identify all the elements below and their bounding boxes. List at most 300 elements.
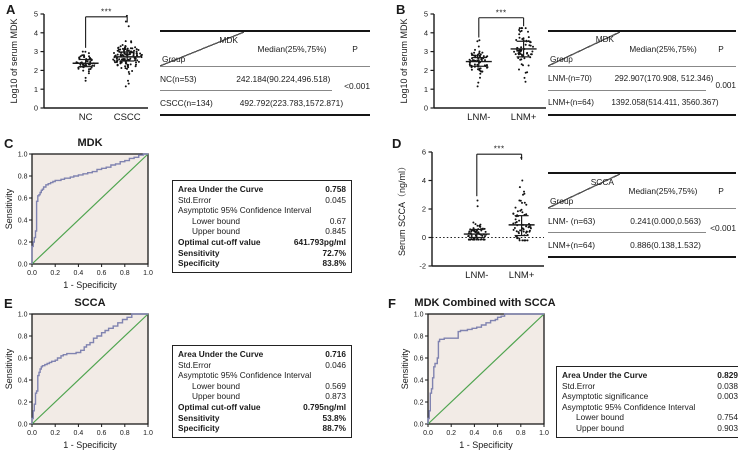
stats-value: 53.8% (322, 412, 346, 423)
stats-label: Asymptotic significance (562, 391, 649, 402)
table-row (548, 233, 736, 256)
data-point (128, 73, 130, 75)
group-label: CSCC (113, 112, 141, 123)
median-table-mdk-lnm (548, 30, 736, 116)
data-point (477, 85, 479, 87)
data-point (121, 62, 123, 64)
panel-label-a: A (6, 2, 16, 17)
data-point (518, 200, 520, 202)
corner-top-label: SCCA (590, 177, 614, 187)
stats-label: Asymptotic 95% Confidence Interval (562, 401, 696, 412)
y-tick-label: 0 (423, 103, 428, 113)
table-row (548, 209, 736, 232)
data-point (479, 226, 481, 228)
data-point (527, 31, 529, 33)
p-value: <0.001 (710, 223, 736, 233)
column-header-median: Median(25%,75%) (629, 44, 697, 54)
data-point (471, 69, 473, 71)
data-point (528, 44, 530, 46)
data-point (524, 202, 526, 204)
column-header-p: P (352, 44, 358, 54)
x-tick-label: 0.0 (27, 270, 37, 277)
dotplot-mdk-nc-cscc (6, 4, 158, 130)
data-point (484, 235, 486, 237)
data-point (520, 46, 522, 48)
data-point (88, 52, 90, 54)
data-point (128, 50, 130, 52)
group-label: LNM- (467, 112, 491, 123)
group-label: NC (78, 112, 93, 123)
column-header-p: P (718, 44, 724, 54)
y-tick-label: 5 (423, 9, 428, 19)
y-tick-label: 2 (423, 66, 428, 75)
data-point (124, 65, 126, 67)
x-tick-label: 0.6 (96, 270, 107, 277)
data-point (83, 55, 85, 57)
data-point (141, 56, 143, 58)
data-point (136, 52, 138, 54)
roc-stats-combined (556, 366, 738, 438)
x-tick-label: 0.6 (96, 430, 107, 437)
roc-curve-scca (2, 306, 154, 458)
stats-value: 0.003 (717, 391, 738, 402)
corner-bottom-label: Group (162, 54, 186, 64)
data-point (523, 231, 525, 233)
data-point (522, 194, 524, 196)
x-tick-label: 0.2 (50, 270, 61, 277)
data-point (120, 45, 122, 47)
data-point (529, 230, 531, 232)
y-axis-label: Log10 of serum MDK (9, 18, 19, 104)
data-point (478, 52, 480, 54)
stats-label: Upper bound (192, 226, 240, 237)
data-point (85, 80, 87, 82)
stats-label: Std.Error (178, 194, 212, 205)
table-row (160, 91, 370, 114)
data-point (128, 71, 130, 73)
data-point (480, 67, 482, 69)
data-point (82, 70, 84, 72)
panel-label-d: D (392, 136, 402, 151)
stats-row (178, 349, 346, 360)
data-point (136, 48, 138, 50)
data-point (476, 239, 478, 241)
median-cell: 292.907(170.908, 512.346) (614, 74, 714, 83)
data-point (521, 63, 523, 65)
x-tick-label: 0.8 (119, 430, 130, 437)
data-point (515, 207, 517, 209)
stats-row (562, 381, 738, 392)
data-point (525, 27, 527, 29)
data-point (521, 180, 523, 182)
dotplot-mdk-lnm (396, 4, 556, 130)
data-point (519, 37, 521, 39)
x-tick-label: 0.0 (423, 430, 433, 437)
stats-value: 641.793pg/ml (293, 237, 346, 248)
data-point (521, 38, 523, 40)
data-point (93, 65, 95, 67)
data-point (474, 64, 476, 66)
y-tick-label: 2 (33, 66, 38, 75)
stats-label: Optimal cut-off value (178, 237, 261, 248)
data-point (479, 73, 481, 75)
median-cell: 242.184(90.224,496.518) (236, 73, 331, 84)
stats-value: 0.873 (325, 391, 346, 402)
median-table-nc-cscc (160, 30, 370, 116)
data-point (88, 70, 90, 72)
y-tick-label: 0.2 (17, 239, 28, 247)
stats-value: 0.038 (717, 380, 738, 391)
stats-label: Area Under the Curve (178, 349, 264, 359)
stats-label: Area Under the Curve (178, 184, 264, 194)
data-point (528, 65, 530, 67)
significance-stars: *** (100, 7, 112, 17)
y-tick-label: 1 (33, 84, 38, 94)
stats-row (178, 381, 346, 392)
x-tick-label: 0.4 (73, 270, 84, 277)
data-point (486, 67, 488, 69)
data-point (479, 77, 481, 79)
data-point (515, 53, 517, 55)
data-point (513, 51, 515, 53)
data-point (130, 47, 132, 49)
data-point (473, 227, 475, 229)
y-tick-label: 1.0 (17, 151, 28, 159)
p-value: <0.001 (344, 81, 370, 91)
data-point (120, 67, 122, 69)
stats-row (178, 195, 346, 206)
diagonal-corner-cell (548, 32, 620, 66)
x-tick-label: 0.4 (469, 430, 480, 437)
y-tick-label: 0.8 (17, 333, 28, 341)
corner-top-label: MDK (219, 35, 238, 45)
data-point (126, 68, 128, 70)
data-point (523, 228, 525, 230)
stats-value: 0.795ng/ml (303, 402, 346, 413)
stats-label: Lower bound (576, 412, 624, 423)
panel-label-c: C (4, 136, 14, 151)
stats-value (336, 205, 346, 216)
stats-label: Specificity (178, 423, 220, 434)
data-point (531, 51, 533, 53)
data-point (128, 83, 130, 85)
table-row (548, 67, 736, 90)
data-point (479, 224, 481, 226)
significance-stars: *** (495, 8, 507, 18)
median-cell: 492.792(223.783,1572.871) (239, 97, 344, 108)
data-point (514, 227, 516, 229)
data-point (521, 211, 523, 213)
y-tick-label: 3 (33, 47, 38, 57)
data-point (130, 41, 132, 43)
column-header-median: Median(25%,75%) (257, 44, 327, 54)
y-axis-label: Serum SCCA（ng/ml） (397, 161, 407, 257)
data-point (521, 27, 523, 29)
dotplot-scca-lnm (394, 142, 554, 288)
corner-bottom-label: Group (550, 196, 574, 206)
data-point (477, 205, 479, 207)
stats-label: Optimal cut-off value (178, 402, 261, 413)
x-tick-label: 0.6 (492, 430, 503, 437)
roc-title-scca: SCCA (74, 297, 106, 309)
data-point (518, 33, 520, 35)
data-point (476, 64, 478, 66)
x-tick-label: 0.8 (119, 270, 130, 277)
y-axis-label: Sensitivity (400, 348, 410, 390)
median-table-scca-lnm (548, 172, 736, 258)
group-label: LNM- (465, 270, 489, 281)
x-axis-label: 1 - Specificity (63, 440, 117, 450)
corner-bottom-label: Group (550, 55, 573, 64)
median-cell: 1392.058(514.411, 3560.367) (611, 98, 719, 107)
data-point (477, 68, 479, 70)
data-point (527, 54, 529, 56)
data-point (481, 235, 483, 237)
data-point (481, 52, 483, 54)
stats-label: Area Under the Curve (562, 370, 648, 380)
data-point (87, 60, 89, 62)
data-point (480, 239, 482, 241)
data-point (484, 59, 486, 61)
data-point (517, 210, 519, 212)
data-point (85, 77, 87, 79)
y-tick-label: 4 (421, 176, 426, 186)
data-point (521, 30, 523, 32)
data-point (136, 59, 138, 61)
data-point (126, 49, 128, 51)
data-point (519, 239, 521, 241)
y-tick-label: 0 (421, 233, 426, 243)
data-point (113, 52, 115, 54)
data-point (122, 44, 124, 46)
data-point (123, 48, 125, 50)
x-tick-label: 1.0 (539, 430, 549, 437)
data-point (525, 204, 527, 206)
y-tick-label: 0 (33, 103, 38, 113)
y-tick-label: 0.2 (413, 399, 424, 407)
data-point (519, 186, 521, 188)
roc-title-mdk: MDK (77, 137, 103, 149)
table-header (548, 174, 736, 209)
y-tick-label: 4 (423, 28, 428, 38)
data-point (127, 48, 129, 50)
y-tick-label: 0.4 (413, 377, 424, 385)
stats-value: 0.903 (717, 423, 738, 434)
data-point (525, 213, 527, 215)
x-tick-label: 0.4 (73, 430, 84, 437)
data-point (516, 237, 518, 239)
y-axis-label: Sensitivity (4, 348, 14, 390)
data-point (524, 77, 526, 79)
stats-value: 0.569 (325, 380, 346, 391)
data-point (480, 70, 482, 72)
data-point (528, 226, 530, 228)
stats-row (178, 370, 346, 381)
data-point (471, 53, 473, 55)
data-point (518, 29, 520, 31)
data-point (118, 58, 120, 60)
data-point (520, 49, 522, 51)
panel-label-f: F (388, 296, 396, 311)
stats-row (562, 370, 738, 381)
data-point (469, 59, 471, 61)
y-tick-label: 0.0 (17, 421, 28, 429)
y-tick-label: 0.4 (17, 217, 28, 225)
x-axis-label: 1 - Specificity (63, 280, 117, 290)
group-cell: CSCC(n=134) (160, 97, 213, 108)
data-point (523, 57, 525, 59)
data-point (521, 209, 523, 211)
data-point (118, 51, 120, 53)
data-point (84, 51, 86, 53)
data-point (138, 61, 140, 63)
stats-row (178, 402, 346, 413)
stats-row (178, 258, 346, 269)
column-header-median: Median(25%,75%) (628, 186, 698, 196)
data-point (478, 46, 480, 48)
data-point (521, 239, 523, 241)
group-cell: LNM-(n=70) (548, 74, 592, 83)
data-point (530, 227, 532, 229)
data-point (485, 231, 487, 233)
stats-value: 0.046 (325, 359, 346, 370)
stats-row (562, 412, 738, 423)
stats-row (178, 391, 346, 402)
data-point (525, 44, 527, 46)
stats-value: 0.045 (325, 194, 346, 205)
data-point (112, 59, 114, 61)
y-tick-label: 0.6 (17, 195, 28, 203)
data-point (118, 47, 120, 49)
median-cell: 0.886(0.138,1.532) (630, 239, 701, 250)
x-tick-label: 1.0 (143, 270, 153, 277)
y-tick-label: 1.0 (413, 311, 424, 319)
data-point (518, 220, 520, 222)
roc-stats-mdk (172, 180, 352, 273)
stats-row (178, 413, 346, 424)
data-point (469, 239, 471, 241)
data-point (473, 54, 475, 56)
x-axis-label: 1 - Specificity (459, 440, 513, 450)
data-point (474, 239, 476, 241)
data-point (477, 82, 479, 84)
stats-row (178, 360, 346, 371)
stats-label: Sensitivity (178, 247, 220, 258)
data-point (478, 39, 480, 41)
data-point (523, 191, 525, 193)
data-point (512, 213, 514, 215)
data-point (472, 222, 474, 224)
data-point (117, 54, 119, 56)
y-tick-label: 0.0 (17, 261, 28, 269)
group-cell: LNM+(n=64) (548, 239, 596, 250)
data-point (114, 61, 116, 63)
data-point (478, 239, 480, 241)
stats-label: Std.Error (178, 359, 212, 370)
data-point (484, 228, 486, 230)
y-tick-label: 6 (421, 147, 426, 157)
stats-label: Upper bound (576, 423, 624, 434)
column-header-p: P (718, 186, 724, 196)
roc-curve-combined (392, 306, 550, 458)
data-point (82, 51, 84, 53)
stats-label: Lower bound (192, 380, 240, 391)
panel-label-b: B (396, 2, 406, 17)
data-point (518, 231, 520, 233)
data-point (525, 225, 527, 227)
data-point (125, 40, 127, 42)
data-point (474, 230, 476, 232)
stats-label: Upper bound (192, 391, 240, 402)
data-point (515, 218, 517, 220)
stats-label: Lower bound (192, 215, 240, 226)
data-point (469, 63, 471, 65)
y-tick-label: 4 (33, 28, 38, 38)
stats-label: Asymptotic 95% Confidence Interval (178, 205, 312, 216)
y-tick-label: 0.6 (17, 355, 28, 363)
data-point (513, 229, 515, 231)
stats-value: 0.845 (325, 226, 346, 237)
significance-stars: *** (493, 144, 505, 154)
data-point (481, 59, 483, 61)
stats-value: 0.758 (325, 184, 346, 194)
stats-row (178, 216, 346, 227)
diagonal-corner-cell (160, 32, 244, 66)
data-point (117, 64, 119, 66)
data-point (128, 25, 130, 27)
data-point (526, 231, 528, 233)
group-cell: NC(n=53) (160, 73, 197, 84)
data-point (130, 63, 132, 65)
data-point (471, 235, 473, 237)
y-tick-label: 2 (421, 204, 426, 214)
data-point (518, 69, 520, 71)
y-tick-label: 0.8 (413, 333, 424, 341)
data-point (476, 40, 478, 42)
data-point (519, 27, 521, 29)
data-point (478, 231, 480, 233)
median-cell: 0.241(0.000,0.563) (630, 215, 702, 226)
table-header (160, 32, 370, 67)
stats-row (178, 205, 346, 216)
stats-value: 72.7% (322, 247, 346, 258)
stats-value: 0.829 (717, 370, 738, 380)
y-tick-label: 0.8 (17, 173, 28, 181)
data-point (526, 52, 528, 54)
stats-row (178, 184, 346, 195)
stats-row (178, 248, 346, 259)
stats-row (178, 226, 346, 237)
data-point (519, 59, 521, 61)
x-tick-label: 0.0 (27, 430, 37, 437)
y-tick-label: 0.2 (17, 399, 28, 407)
data-point (131, 70, 133, 72)
data-point (136, 51, 138, 53)
stats-label: Std.Error (562, 380, 596, 391)
data-point (526, 71, 528, 73)
data-point (515, 222, 517, 224)
stats-row (562, 423, 738, 434)
y-tick-label: 5 (33, 9, 38, 19)
roc-title-combined: MDK Combined with SCCA (414, 297, 556, 309)
y-tick-label: 1 (423, 84, 428, 94)
stats-value (336, 370, 346, 381)
stats-value: 83.8% (322, 258, 346, 269)
stats-label: Asymptotic 95% Confidence Interval (178, 370, 312, 381)
table-row (160, 67, 370, 90)
x-tick-label: 1.0 (143, 430, 153, 437)
data-point (519, 52, 521, 54)
